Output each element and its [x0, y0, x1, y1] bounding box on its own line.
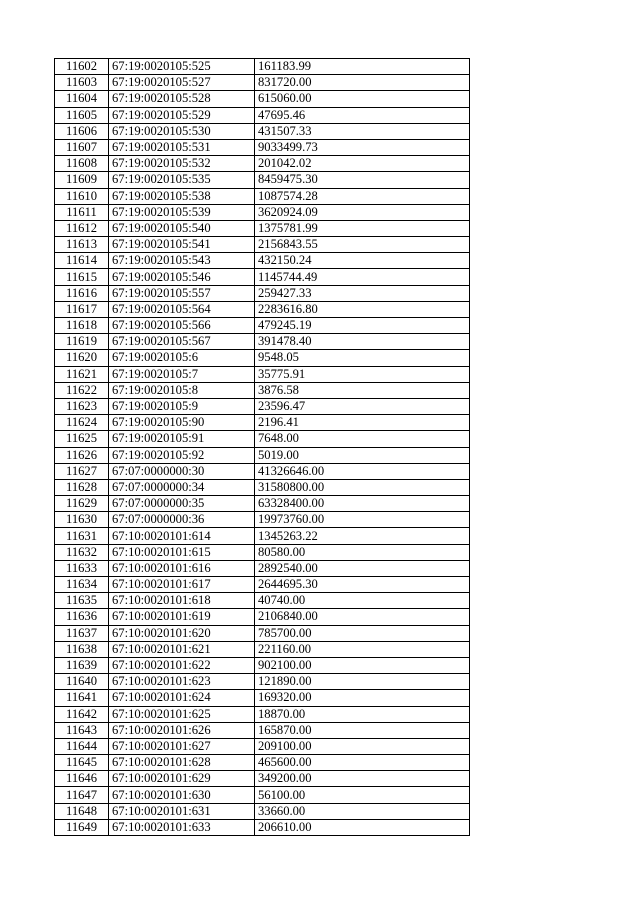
- table-row: [55, 204, 470, 220]
- cadastral-number-cell: 67:10:0020101:629: [109, 771, 255, 787]
- value-cell: 349200.00: [255, 771, 470, 787]
- value-cell: 1087574.28: [255, 188, 470, 204]
- table-row: [55, 544, 470, 560]
- cadastral-number-cell: 67:07:0000000:34: [109, 479, 255, 495]
- row-number-cell: 11627: [55, 463, 109, 479]
- row-number-cell: 11636: [55, 609, 109, 625]
- table-row: [55, 706, 470, 722]
- value-cell: 2892540.00: [255, 560, 470, 576]
- cadastral-number-cell: 67:19:0020105:91: [109, 431, 255, 447]
- value-cell: 615060.00: [255, 91, 470, 107]
- table-row: [55, 156, 470, 172]
- cadastral-number-cell: 67:19:0020105:557: [109, 285, 255, 301]
- value-cell: 56100.00: [255, 787, 470, 803]
- table-row: [55, 269, 470, 285]
- value-cell: 31580800.00: [255, 479, 470, 495]
- table-row: [55, 139, 470, 155]
- row-number-cell: 11630: [55, 512, 109, 528]
- cadastral-number-cell: 67:10:0020101:622: [109, 657, 255, 673]
- table-row: [55, 803, 470, 819]
- cadastral-number-cell: 67:19:0020105:7: [109, 366, 255, 382]
- table-body: [55, 59, 470, 836]
- row-number-cell: 11646: [55, 771, 109, 787]
- value-cell: 785700.00: [255, 625, 470, 641]
- table-row: [55, 350, 470, 366]
- value-cell: 259427.33: [255, 285, 470, 301]
- table-row: [55, 253, 470, 269]
- cadastral-number-cell: 67:07:0000000:35: [109, 496, 255, 512]
- cadastral-number-cell: 67:10:0020101:620: [109, 625, 255, 641]
- table-row: [55, 107, 470, 123]
- cadastral-number-cell: 67:19:0020105:525: [109, 59, 255, 75]
- row-number-cell: 11628: [55, 479, 109, 495]
- table-row: [55, 528, 470, 544]
- table-row: [55, 625, 470, 641]
- row-number-cell: 11631: [55, 528, 109, 544]
- value-cell: 432150.24: [255, 253, 470, 269]
- table-row: [55, 755, 470, 771]
- row-number-cell: 11607: [55, 139, 109, 155]
- value-cell: 2156843.55: [255, 237, 470, 253]
- row-number-cell: 11641: [55, 690, 109, 706]
- row-number-cell: 11626: [55, 447, 109, 463]
- table-row: [55, 366, 470, 382]
- cadastral-number-cell: 67:19:0020105:539: [109, 204, 255, 220]
- cadastral-number-cell: 67:19:0020105:9: [109, 398, 255, 414]
- value-cell: 80580.00: [255, 544, 470, 560]
- cadastral-number-cell: 67:19:0020105:529: [109, 107, 255, 123]
- cadastral-number-cell: 67:10:0020101:631: [109, 803, 255, 819]
- cadastral-number-cell: 67:10:0020101:627: [109, 738, 255, 754]
- table-row: [55, 172, 470, 188]
- value-cell: 209100.00: [255, 738, 470, 754]
- table-row: [55, 641, 470, 657]
- row-number-cell: 11613: [55, 237, 109, 253]
- value-cell: 2644695.30: [255, 577, 470, 593]
- table-row: [55, 382, 470, 398]
- row-number-cell: 11609: [55, 172, 109, 188]
- value-cell: 121890.00: [255, 674, 470, 690]
- row-number-cell: 11616: [55, 285, 109, 301]
- table-row: [55, 593, 470, 609]
- table-row: [55, 237, 470, 253]
- row-number-cell: 11603: [55, 75, 109, 91]
- table-row: [55, 447, 470, 463]
- row-number-cell: 11604: [55, 91, 109, 107]
- cadastral-number-cell: 67:10:0020101:630: [109, 787, 255, 803]
- value-cell: 165870.00: [255, 722, 470, 738]
- table-row: [55, 787, 470, 803]
- table-row: [55, 123, 470, 139]
- cadastral-number-cell: 67:10:0020101:626: [109, 722, 255, 738]
- value-cell: 161183.99: [255, 59, 470, 75]
- cadastral-number-cell: 67:19:0020105:540: [109, 220, 255, 236]
- table-row: [55, 609, 470, 625]
- table-row: [55, 819, 470, 835]
- table-row: [55, 496, 470, 512]
- row-number-cell: 11615: [55, 269, 109, 285]
- table-row: [55, 771, 470, 787]
- value-cell: 7648.00: [255, 431, 470, 447]
- table-row: [55, 91, 470, 107]
- table-row: [55, 690, 470, 706]
- value-cell: 33660.00: [255, 803, 470, 819]
- value-cell: 9548.05: [255, 350, 470, 366]
- row-number-cell: 11611: [55, 204, 109, 220]
- table-row: [55, 674, 470, 690]
- value-cell: 19973760.00: [255, 512, 470, 528]
- row-number-cell: 11648: [55, 803, 109, 819]
- table-row: [55, 318, 470, 334]
- value-cell: 1375781.99: [255, 220, 470, 236]
- row-number-cell: 11633: [55, 560, 109, 576]
- table-row: [55, 398, 470, 414]
- table-row: [55, 431, 470, 447]
- row-number-cell: 11637: [55, 625, 109, 641]
- value-cell: 40740.00: [255, 593, 470, 609]
- value-cell: 9033499.73: [255, 139, 470, 155]
- table-row: [55, 577, 470, 593]
- cadastral-number-cell: 67:10:0020101:617: [109, 577, 255, 593]
- value-cell: 2283616.80: [255, 301, 470, 317]
- value-cell: 3620924.09: [255, 204, 470, 220]
- cadastral-number-cell: 67:19:0020105:530: [109, 123, 255, 139]
- value-cell: 479245.19: [255, 318, 470, 334]
- table-row: [55, 657, 470, 673]
- value-cell: 169320.00: [255, 690, 470, 706]
- table-row: [55, 512, 470, 528]
- table-row: [55, 722, 470, 738]
- cadastral-number-cell: 67:19:0020105:92: [109, 447, 255, 463]
- value-cell: 431507.33: [255, 123, 470, 139]
- table-row: [55, 220, 470, 236]
- cadastral-number-cell: 67:19:0020105:566: [109, 318, 255, 334]
- row-number-cell: 11605: [55, 107, 109, 123]
- row-number-cell: 11620: [55, 350, 109, 366]
- row-number-cell: 11624: [55, 415, 109, 431]
- cadastral-number-cell: 67:10:0020101:614: [109, 528, 255, 544]
- cadastral-number-cell: 67:10:0020101:618: [109, 593, 255, 609]
- row-number-cell: 11610: [55, 188, 109, 204]
- table-row: [55, 415, 470, 431]
- row-number-cell: 11647: [55, 787, 109, 803]
- row-number-cell: 11623: [55, 398, 109, 414]
- value-cell: 3876.58: [255, 382, 470, 398]
- value-cell: 2106840.00: [255, 609, 470, 625]
- row-number-cell: 11622: [55, 382, 109, 398]
- row-number-cell: 11617: [55, 301, 109, 317]
- cadastral-number-cell: 67:10:0020101:633: [109, 819, 255, 835]
- value-cell: 23596.47: [255, 398, 470, 414]
- cadastral-number-cell: 67:10:0020101:616: [109, 560, 255, 576]
- value-cell: 5019.00: [255, 447, 470, 463]
- row-number-cell: 11602: [55, 59, 109, 75]
- row-number-cell: 11643: [55, 722, 109, 738]
- value-cell: 1345263.22: [255, 528, 470, 544]
- row-number-cell: 11621: [55, 366, 109, 382]
- value-cell: 18870.00: [255, 706, 470, 722]
- cadastral-number-cell: 67:19:0020105:532: [109, 156, 255, 172]
- cadastral-number-cell: 67:19:0020105:535: [109, 172, 255, 188]
- cadastral-value-table: [54, 58, 470, 836]
- cadastral-number-cell: 67:10:0020101:628: [109, 755, 255, 771]
- cadastral-number-cell: 67:07:0000000:30: [109, 463, 255, 479]
- row-number-cell: 11629: [55, 496, 109, 512]
- table-row: [55, 560, 470, 576]
- cadastral-number-cell: 67:10:0020101:625: [109, 706, 255, 722]
- table-row: [55, 301, 470, 317]
- cadastral-number-cell: 67:19:0020105:528: [109, 91, 255, 107]
- row-number-cell: 11618: [55, 318, 109, 334]
- value-cell: 391478.40: [255, 334, 470, 350]
- cadastral-number-cell: 67:19:0020105:538: [109, 188, 255, 204]
- cadastral-number-cell: 67:19:0020105:546: [109, 269, 255, 285]
- cadastral-number-cell: 67:07:0000000:36: [109, 512, 255, 528]
- value-cell: 831720.00: [255, 75, 470, 91]
- table-row: [55, 285, 470, 301]
- cadastral-number-cell: 67:19:0020105:567: [109, 334, 255, 350]
- row-number-cell: 11635: [55, 593, 109, 609]
- cadastral-number-cell: 67:10:0020101:624: [109, 690, 255, 706]
- cadastral-number-cell: 67:19:0020105:531: [109, 139, 255, 155]
- table-row: [55, 479, 470, 495]
- value-cell: 1145744.49: [255, 269, 470, 285]
- value-cell: 221160.00: [255, 641, 470, 657]
- cadastral-number-cell: 67:19:0020105:543: [109, 253, 255, 269]
- cadastral-number-cell: 67:19:0020105:564: [109, 301, 255, 317]
- value-cell: 35775.91: [255, 366, 470, 382]
- row-number-cell: 11612: [55, 220, 109, 236]
- row-number-cell: 11649: [55, 819, 109, 835]
- value-cell: 206610.00: [255, 819, 470, 835]
- row-number-cell: 11642: [55, 706, 109, 722]
- cadastral-number-cell: 67:10:0020101:615: [109, 544, 255, 560]
- value-cell: 41326646.00: [255, 463, 470, 479]
- value-cell: 2196.41: [255, 415, 470, 431]
- row-number-cell: 11608: [55, 156, 109, 172]
- cadastral-number-cell: 67:19:0020105:541: [109, 237, 255, 253]
- row-number-cell: 11619: [55, 334, 109, 350]
- cadastral-number-cell: 67:19:0020105:90: [109, 415, 255, 431]
- value-cell: 47695.46: [255, 107, 470, 123]
- cadastral-number-cell: 67:19:0020105:8: [109, 382, 255, 398]
- table-row: [55, 738, 470, 754]
- row-number-cell: 11634: [55, 577, 109, 593]
- row-number-cell: 11639: [55, 657, 109, 673]
- cadastral-number-cell: 67:19:0020105:6: [109, 350, 255, 366]
- table-row: [55, 334, 470, 350]
- table-row: [55, 59, 470, 75]
- cadastral-number-cell: 67:10:0020101:623: [109, 674, 255, 690]
- row-number-cell: 11645: [55, 755, 109, 771]
- table-row: [55, 188, 470, 204]
- cadastral-number-cell: 67:10:0020101:621: [109, 641, 255, 657]
- cadastral-number-cell: 67:19:0020105:527: [109, 75, 255, 91]
- row-number-cell: 11644: [55, 738, 109, 754]
- value-cell: 902100.00: [255, 657, 470, 673]
- row-number-cell: 11625: [55, 431, 109, 447]
- value-cell: 201042.02: [255, 156, 470, 172]
- table-row: [55, 463, 470, 479]
- row-number-cell: 11638: [55, 641, 109, 657]
- row-number-cell: 11632: [55, 544, 109, 560]
- row-number-cell: 11640: [55, 674, 109, 690]
- table-row: [55, 75, 470, 91]
- cadastral-number-cell: 67:10:0020101:619: [109, 609, 255, 625]
- value-cell: 63328400.00: [255, 496, 470, 512]
- value-cell: 465600.00: [255, 755, 470, 771]
- value-cell: 8459475.30: [255, 172, 470, 188]
- row-number-cell: 11606: [55, 123, 109, 139]
- row-number-cell: 11614: [55, 253, 109, 269]
